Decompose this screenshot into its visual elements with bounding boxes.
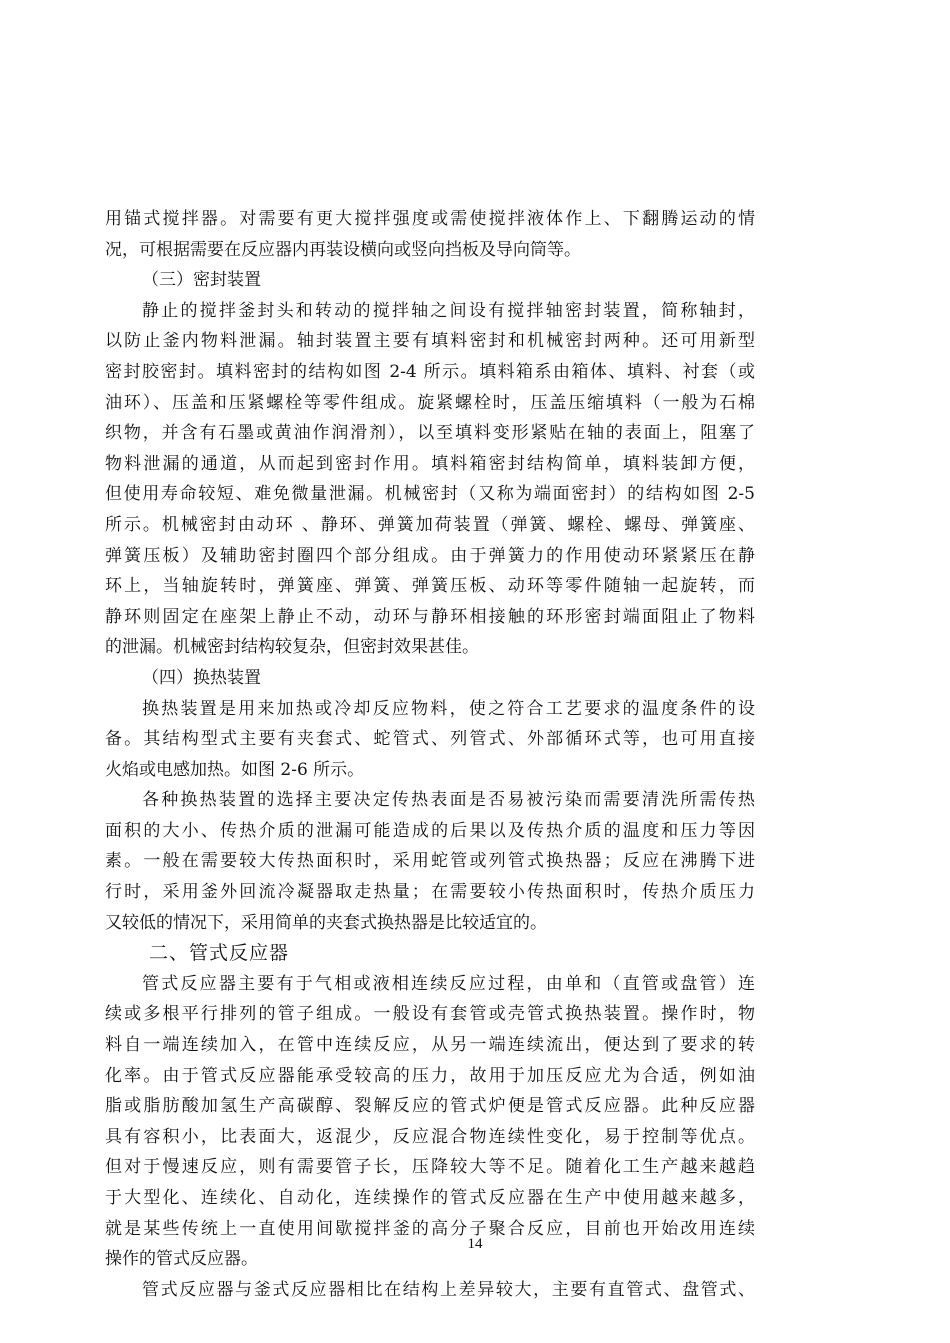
text-line: 所示。机械密封由动环 、静环、弹簧加荷装置（弹簧、螺栓、螺母、弹簧座、	[105, 514, 755, 535]
text-line: 静环则固定在座架上静止不动，动环与静环相接触的环形密封端面阻止了物料	[105, 606, 755, 627]
page-number: 14	[467, 1236, 483, 1252]
text-line: 管式反应器与釜式反应器相比在结构上差异较大，主要有直管式、盘管式、	[142, 1279, 755, 1300]
text-line: 备。其结构型式主要有夹套式、蛇管式、列管式、外部循环式等，也可用直接	[105, 729, 755, 750]
text-line: 油环）、压盖和压紧螺栓等零件组成。旋紧螺栓时，压盖压缩填料（一般为石棉	[105, 392, 755, 413]
section-heading-sealing: （三）密封装置	[142, 270, 261, 291]
text-line: 用锚式搅拌器。对需要有更大搅拌强度或需使搅拌液体作上、下翻腾运动的情	[105, 209, 755, 229]
text-line: 续或多根平行排列的管子组成。一般设有套管或壳管式换热装置。操作时，物	[105, 1004, 755, 1025]
text-line: 密封胶密封。填料密封的结构如图 2-4 所示。填料箱系由箱体、填料、衬套（或	[105, 361, 755, 382]
text-line: 行时，采用釜外回流冷凝器取走热量；在需要较小传热面积时，传热介质压力	[105, 882, 755, 903]
text-line: 环上，当轴旋转时，弹簧座、弹簧、弹簧压板、动环等零件随轴一起旋转，而	[105, 576, 755, 597]
text-line: 但对于慢速反应，则有需要管子长，压降较大等不足。随着化工生产越来越趋	[105, 1157, 755, 1178]
text-line: 况，可根据需要在反应器内再装设横向或竖向挡板及导向筒等。	[105, 239, 581, 260]
text-line: 于大型化、连续化、自动化，连续操作的管式反应器在生产中使用越来越多，	[105, 1188, 755, 1208]
text-line: 化率。由于管式反应器能承受较高的压力，故用于加压反应尤为合适，例如油	[105, 1065, 755, 1086]
section-heading-tubular-reactor: 二、管式反应器	[149, 942, 290, 965]
text-line: 管式反应器主要有于气相或液相连续反应过程，由单和（直管或盘管）连	[142, 973, 755, 994]
text-line: 物料泄漏的通道，从而起到密封作用。填料箱密封结构简单，填料装卸方便，	[105, 453, 755, 474]
text-line: 面积的大小、传热介质的泄漏可能造成的后果以及传热介质的温度和压力等因	[105, 820, 755, 841]
text-line: 弹簧压板）及辅助密封圈四个部分组成。由于弹簧力的作用使动环紧紧压在静	[105, 545, 755, 566]
text-line: 料自一端连续加入，在管中连续反应，从另一端连续流出，便达到了要求的转	[105, 1035, 755, 1056]
section-heading-heat-exchange: （四）换热装置	[142, 667, 261, 688]
text-line: 以防止釜内物料泄漏。轴封装置主要有填料密封和机械密封两种。还可用新型	[105, 331, 755, 352]
text-line: 又较低的情况下，采用简单的夹套式换热器是比较适宜的。	[105, 912, 547, 933]
text-line: 的泄漏。机械密封结构较复杂，但密封效果甚佳。	[105, 637, 479, 658]
text-line: 静止的搅拌釜封头和转动的搅拌轴之间设有搅拌轴密封装置，简称轴封，	[142, 300, 755, 321]
text-line: 火焰或电感加热。如图 2-6 所示。	[105, 759, 365, 780]
text-line: 各种换热装置的选择主要决定传热表面是否易被污染而需要清洗所需传热	[142, 790, 755, 811]
text-line: 但使用寿命较短、难免微量泄漏。机械密封（又称为端面密封）的结构如图 2-5	[105, 484, 755, 505]
text-line: 素。一般在需要较大传热面积时，采用蛇管或列管式换热器；反应在沸腾下进	[105, 851, 755, 872]
text-line: 具有容积小，比表面大，返混少，反应混合物连续性变化，易于控制等优点。	[105, 1126, 755, 1147]
text-line: 换热装置是用来加热或冷却反应物料，使之符合工艺要求的温度条件的设	[142, 698, 755, 719]
text-line: 就是某些传统上一直使用间歇搅拌釜的高分子聚合反应，目前也开始改用连续	[105, 1218, 755, 1239]
text-line: 脂或脂肪酸加氢生产高碳醇、裂解反应的管式炉便是管式反应器。此种反应器	[105, 1096, 755, 1117]
text-line: 操作的管式反应器。	[105, 1249, 258, 1270]
text-line: 织物，并含有石墨或黄油作润滑剂），以至填料变形紧贴在轴的表面上，阻塞了	[105, 423, 755, 444]
body-text	[105, 204, 755, 1305]
